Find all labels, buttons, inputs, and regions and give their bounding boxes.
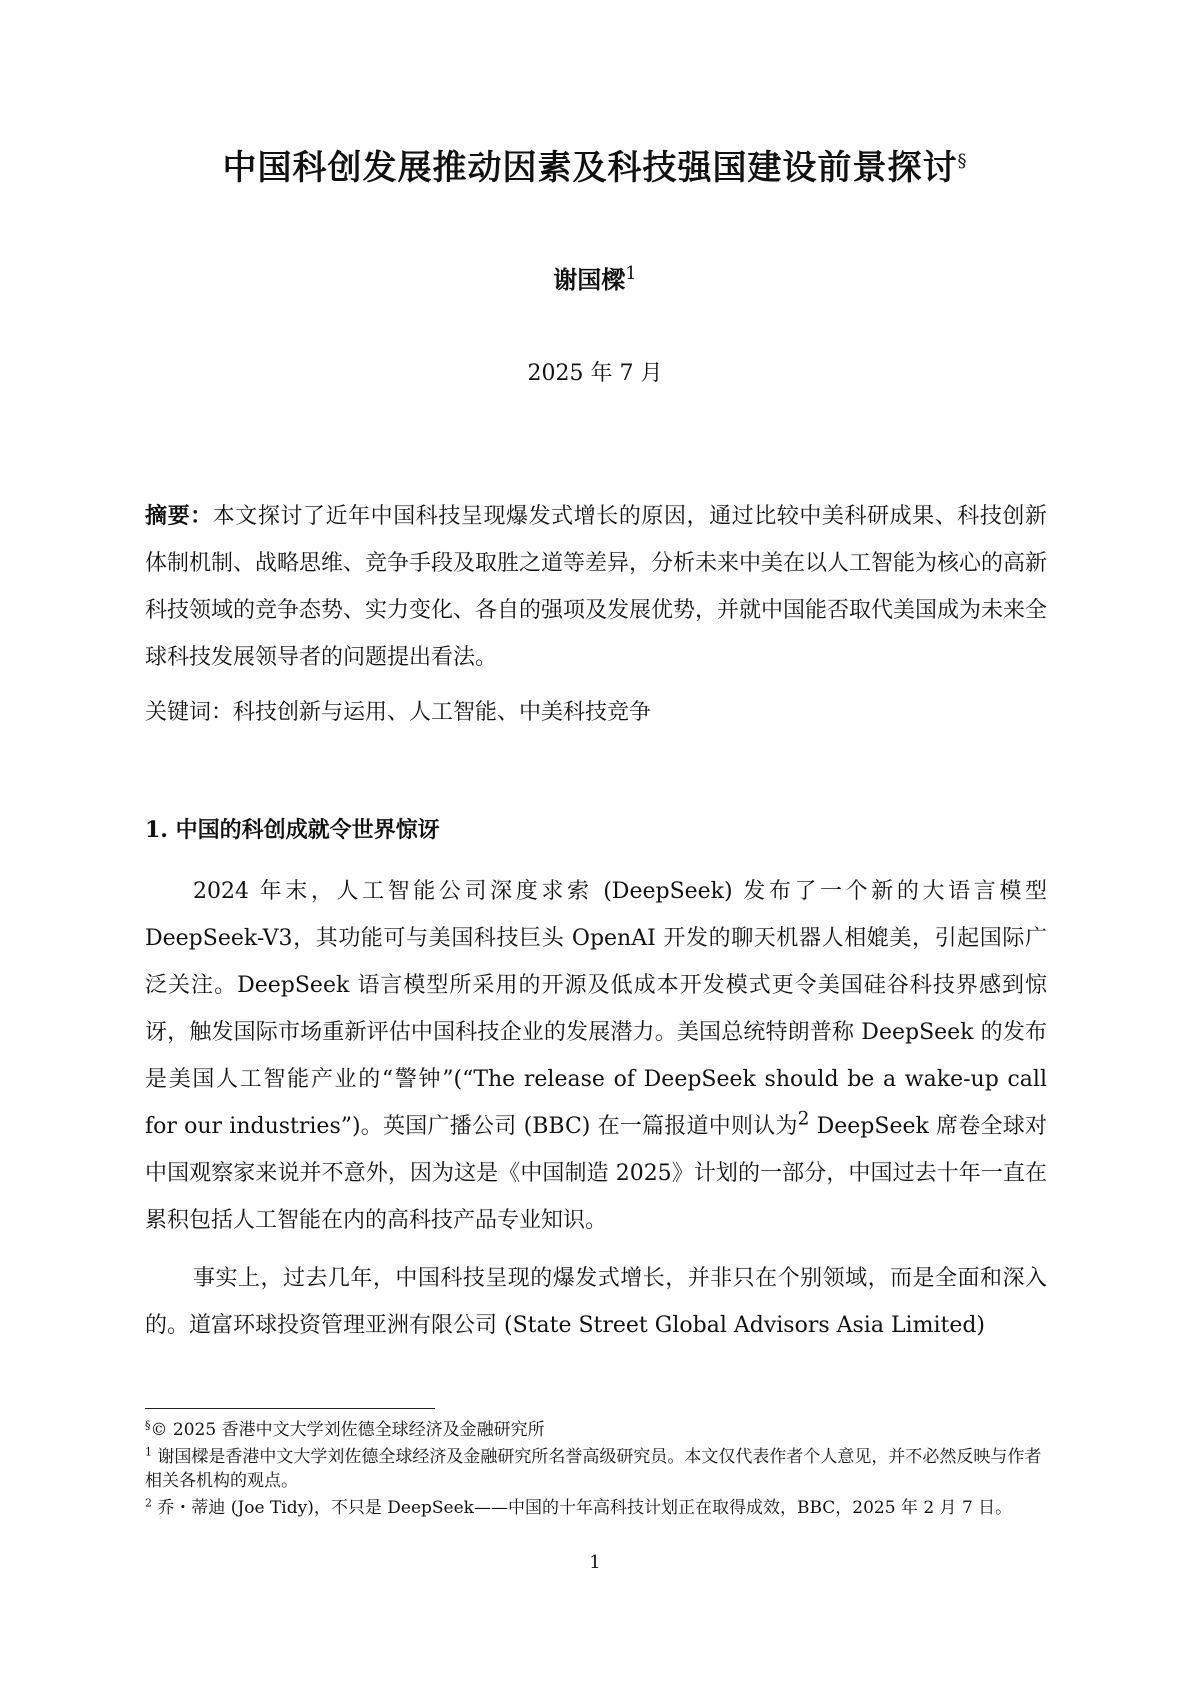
footnote-mark: § [145,1418,151,1432]
abstract [145,493,1047,681]
body-paragraph-2: 事实上，过去几年，中国科技呈现的爆发式增长，并非只在个别领域，而是全面和深入的。道富环球投资管理亚洲有限公司 (State Street Global Advisors Asia Limited) [145,1266,1047,1338]
paper-title [0,140,1190,189]
footnote-ref-2[interactable]: 2 [797,1108,810,1130]
title-footnote-mark[interactable]: § [957,150,968,172]
footnote [145,1445,1045,1493]
footnote [145,1418,1045,1442]
body-paragraph-1 [145,868,1047,1244]
abstract-label: 摘要： [145,503,213,529]
footnote-divider [145,1408,435,1409]
footnote-mark: 1 [145,1445,152,1459]
paragraph-text: 2024 年末，人工智能公司深度求索 (DeepSeek) 发布了一个新的大语言模型 DeepSeek-V3，其功能可与美国科技巨头 OpenAI 开发的聊天机器人相媲美，引起国际广泛关注。DeepSeek 语言模型所采用的开源及低成本开发模式更令美国硅谷科技界感到惊讶，触发国际市场重新评估中国科技企业的发展潜力。美国总统特朗普称 DeepSeek 的发布是美国人工智能产业的“警钟”(“The release of DeepSeek should be a wake-up call for our industries”)。英国广播公司 (BBC) 在一篇报道中则认为 [145,879,1047,1139]
author-name: 谢国樑 [553,265,626,294]
keywords: 关键词：科技创新与运用、人工智能、中美科技竞争 [145,700,652,725]
paragraph-text: DeepSeek 席卷全球对中国观察家来说并不意外，因为这是《中国制造 2025》计划的一部分，中国过去十年一直在累积包括人工智能在内的高科技产品专业知识。 [145,1114,1047,1233]
footnote-text: 谢国樑是香港中文大学刘佐德全球经济及金融研究所名誉高级研究员。本文仅代表作者个人意见，并不必然反映与作者相关各机构的观点。 [145,1447,1042,1491]
footnote-mark: 2 [145,1496,152,1510]
footnote-text: 乔・蒂迪 (Joe Tidy)，不只是 DeepSeek——中国的十年高科技计划正在取得成效，BBC，2025 年 2 月 7 日。 [152,1498,1013,1518]
author-line [0,260,1190,295]
page-number: 1 [589,1552,601,1573]
abstract-text: 本文探讨了近年中国科技呈现爆发式增长的原因，通过比较中美科研成果、科技创新体制机制、战略思维、竞争手段及取胜之道等差异，分析未来中美在以人工智能为核心的高新科技领域的竞争态势、实力变化、各自的强项及发展优势，并就中国能否取代美国成为未来全球科技发展领导者的问题提出看法。 [145,504,1048,670]
paper-title-text: 中国科创发展推动因素及科技强国建设前景探讨 [222,148,958,188]
section-heading: 1. 中国的科创成就令世界惊讶 [145,817,440,843]
publication-date: 2025 年 7 月 [527,361,663,386]
author-footnote-mark[interactable]: 1 [625,263,637,284]
footnote [145,1496,1045,1520]
footnotes [145,1418,1045,1523]
footnote-text: © 2025 香港中文大学刘佐德全球经济及金融研究所 [150,1420,545,1440]
